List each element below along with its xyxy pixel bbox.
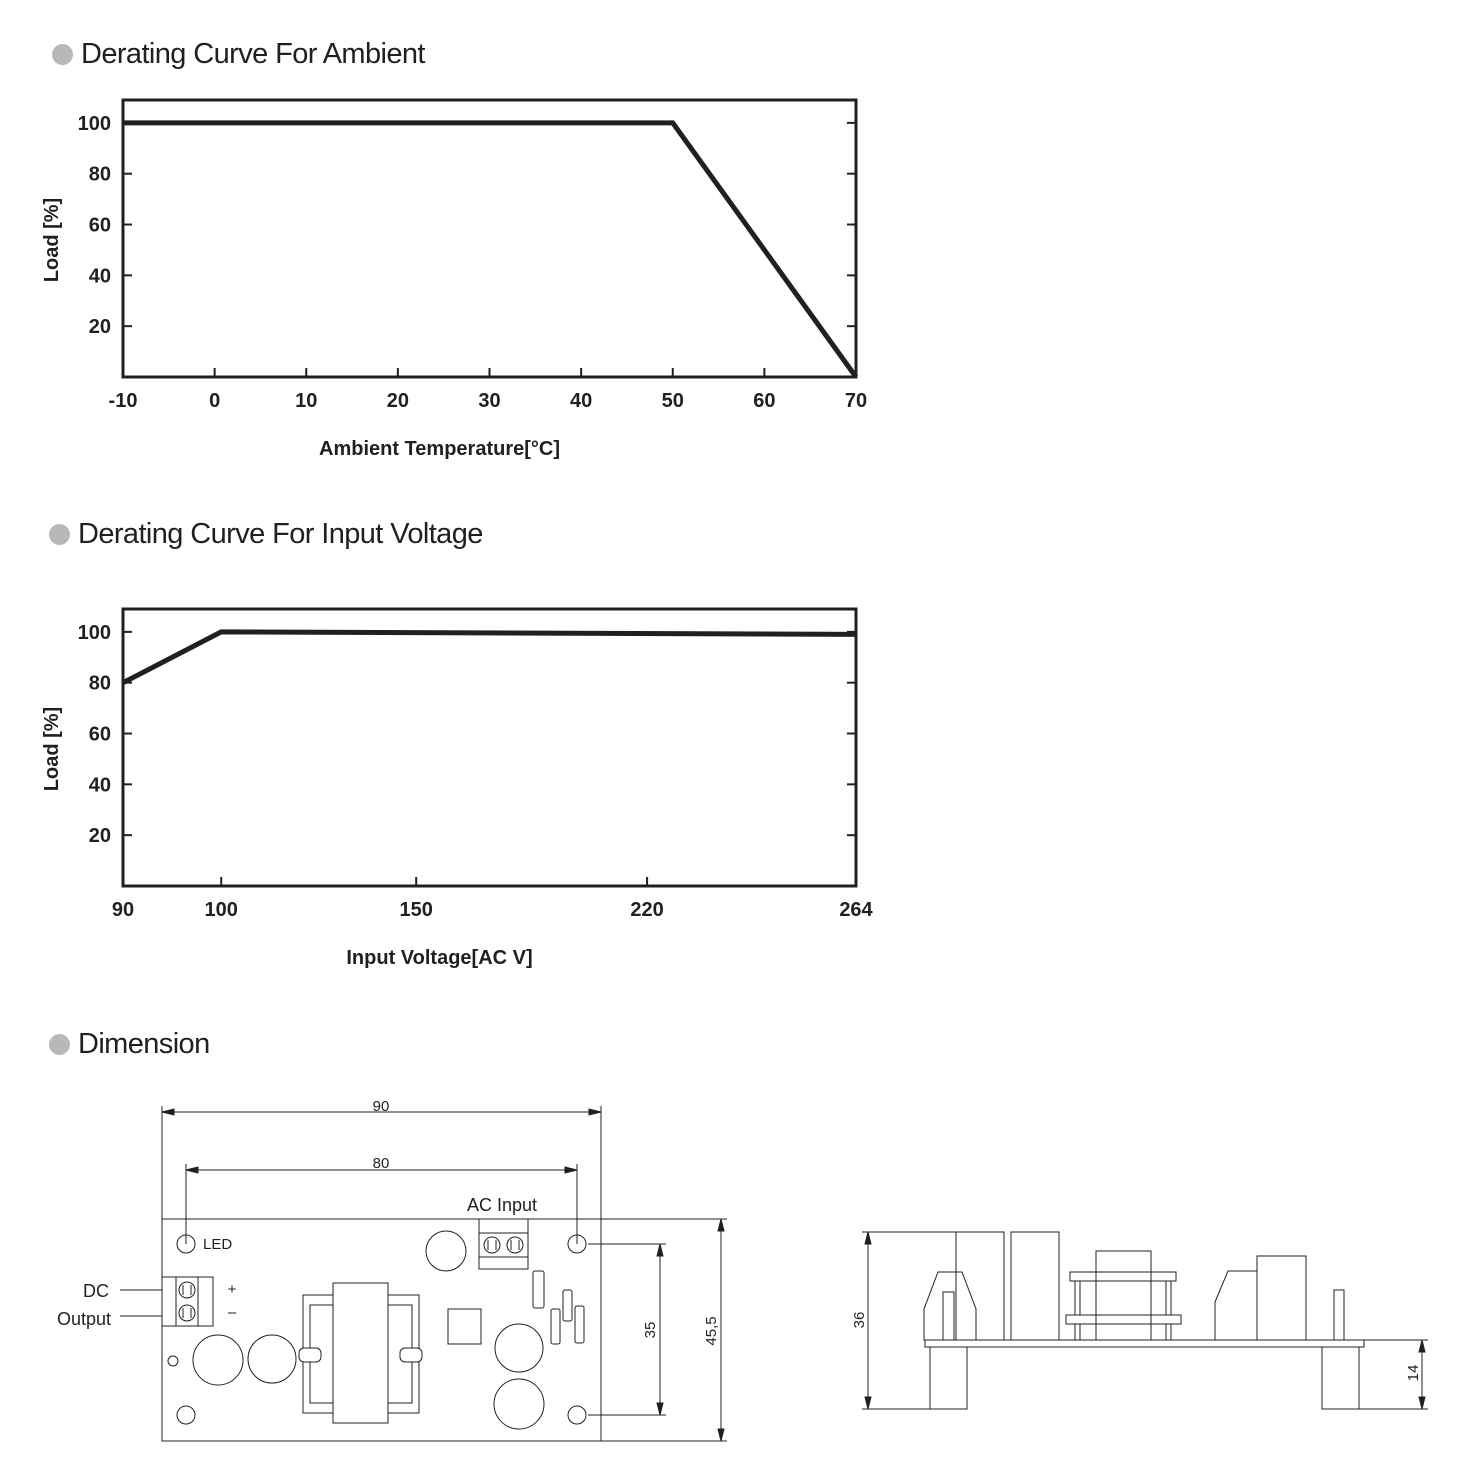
x-tick-label: 70 bbox=[844, 390, 868, 412]
component-side bbox=[1257, 1256, 1306, 1340]
x-tick-label: 100 bbox=[204, 899, 238, 921]
standoff-left bbox=[930, 1347, 967, 1409]
y-axis-title: Load [%] bbox=[41, 706, 63, 792]
ac-terminal-block bbox=[479, 1219, 528, 1269]
voltage-derating-chart bbox=[0, 0, 900, 990]
x-tick-label: 60 bbox=[753, 390, 776, 412]
output-label: Output bbox=[56, 1309, 112, 1329]
x-tick-label: 20 bbox=[386, 390, 409, 412]
y-tick-label: 20 bbox=[88, 316, 111, 339]
width-outer-label: 90 bbox=[372, 1098, 390, 1115]
x-tick-label: 10 bbox=[295, 390, 318, 412]
capacitor bbox=[495, 1324, 543, 1372]
x-axis-title: Ambient Temperature[°C] bbox=[319, 438, 560, 460]
dimension-section-title bbox=[49, 1028, 210, 1061]
y-tick-label: 60 bbox=[88, 723, 111, 746]
ic-chip bbox=[448, 1309, 481, 1344]
y-tick-label: 100 bbox=[77, 112, 111, 135]
standoff-right bbox=[1322, 1347, 1359, 1409]
mount-hole bbox=[177, 1406, 195, 1424]
capacitor bbox=[193, 1335, 243, 1385]
height-outer-label: 45,5 bbox=[703, 1316, 720, 1346]
y-tick-label: 60 bbox=[88, 214, 111, 237]
x-tick-label: 150 bbox=[399, 899, 433, 921]
y-tick-label: 20 bbox=[88, 825, 111, 848]
transformer-side bbox=[1096, 1251, 1151, 1340]
capacitor bbox=[426, 1231, 466, 1271]
component-side bbox=[956, 1232, 1004, 1340]
x-tick-label: 30 bbox=[478, 390, 501, 412]
y-tick-label: 80 bbox=[88, 163, 111, 186]
bullet-dot-icon bbox=[49, 1034, 70, 1055]
y-axis-title: Load [%] bbox=[41, 197, 63, 283]
capacitor bbox=[248, 1335, 296, 1383]
x-tick-label: 40 bbox=[570, 390, 593, 412]
x-axis-title: Input Voltage[AC V] bbox=[346, 947, 533, 969]
x-tick-label: 220 bbox=[630, 899, 664, 921]
x-tick-label: 0 bbox=[209, 390, 221, 412]
y-tick-label: 40 bbox=[88, 774, 111, 797]
height-holes-label: 35 bbox=[642, 1321, 659, 1339]
dimension-top-view bbox=[0, 1080, 760, 1460]
pcb-side bbox=[925, 1340, 1364, 1347]
dc-label: DC bbox=[83, 1281, 109, 1301]
dc-terminal-block bbox=[162, 1277, 213, 1326]
leg-height-label: 14 bbox=[1405, 1364, 1422, 1382]
width-holes-label: 80 bbox=[372, 1155, 390, 1172]
x-tick-label: 50 bbox=[661, 390, 684, 412]
minus-label: – bbox=[227, 1304, 237, 1321]
capacitor-side bbox=[924, 1272, 976, 1340]
y-tick-label: 40 bbox=[88, 265, 111, 288]
dimension-title-text: Dimension bbox=[78, 1028, 210, 1060]
capacitor-side bbox=[1215, 1271, 1257, 1340]
plus-label: + bbox=[227, 1281, 237, 1298]
ac-input-label: AC Input bbox=[466, 1195, 538, 1215]
dimension-side-view bbox=[840, 1210, 1440, 1430]
x-tick-label: -10 bbox=[108, 390, 138, 412]
y-tick-label: 100 bbox=[77, 621, 111, 644]
led-indicator bbox=[168, 1356, 178, 1366]
plot-frame bbox=[123, 609, 856, 886]
voltage-title-text: Derating Curve For Input Voltage bbox=[78, 518, 483, 550]
x-tick-label: 90 bbox=[111, 899, 135, 921]
ambient-title-text: Derating Curve For Ambient bbox=[81, 38, 425, 70]
capacitor bbox=[494, 1379, 544, 1429]
mount-hole bbox=[568, 1406, 586, 1424]
side-height-label: 36 bbox=[851, 1311, 868, 1329]
series-line-load bbox=[123, 632, 856, 683]
component-side bbox=[1011, 1232, 1059, 1340]
y-tick-label: 80 bbox=[88, 672, 111, 695]
x-tick-label: 264 bbox=[839, 899, 873, 921]
led-label: LED bbox=[203, 1236, 233, 1253]
